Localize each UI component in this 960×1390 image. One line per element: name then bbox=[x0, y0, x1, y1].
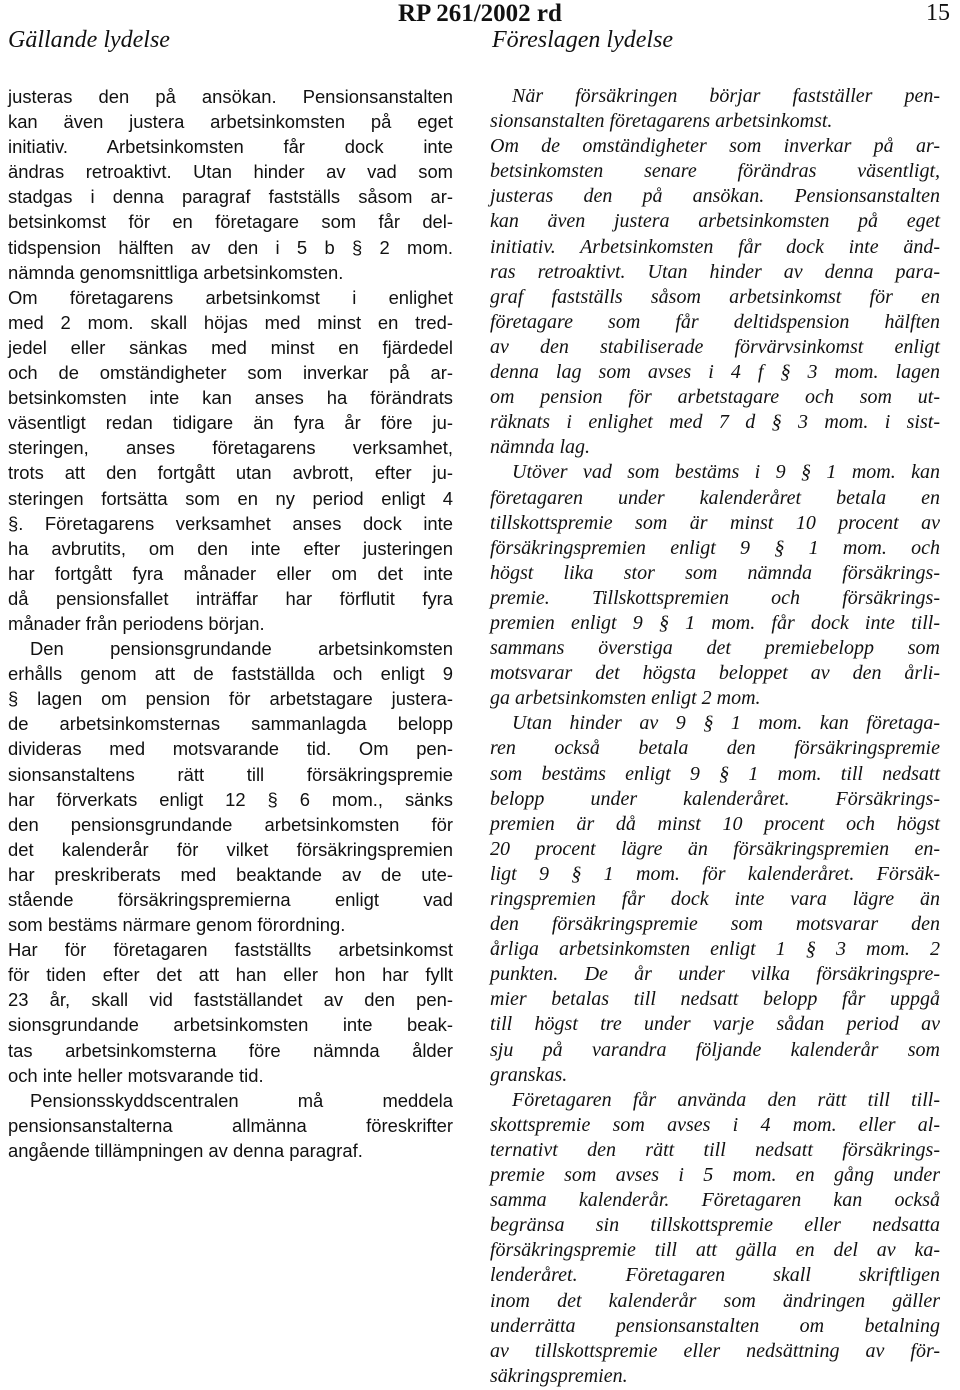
text-line: tidspension hälften av den i 5 b § 2 mom. bbox=[8, 236, 453, 258]
text-line: Pensionsskyddscentralen må meddela bbox=[30, 1089, 453, 1111]
text-line: tillskottspremie som är minst 10 procent av bbox=[490, 511, 940, 534]
text-line: justeras den på ansökan. Pensionsanstalten bbox=[490, 185, 940, 208]
text-line: har fortgått fyra månader eller om det inte bbox=[8, 562, 453, 584]
text-line: för tiden efter det att han eller hon har fyllt bbox=[8, 964, 453, 986]
proposed-wording-heading: Föreslagen lydelse bbox=[492, 27, 674, 53]
text-line: nämnda lag. bbox=[490, 436, 590, 459]
text-line: Utan hinder av 9 § 1 mom. kan företaga- bbox=[512, 712, 940, 735]
text-line: 20 procent lägre än försäkringspremien en- bbox=[490, 837, 940, 860]
text-line: har förverkats enligt 12 § 6 mom., sänks bbox=[8, 788, 453, 810]
text-line: ga arbetsinkomsten enligt 2 mom. bbox=[490, 687, 761, 710]
text-line: betsinkomsten inte kan anses ha förändrats bbox=[8, 387, 453, 409]
text-line: premie. Tillskottspremien och försäkrings- bbox=[490, 586, 940, 609]
text-line: ras retroaktivt. Utan hinder av denna para- bbox=[490, 260, 940, 283]
text-line: betsinkomst för en företagare som får del- bbox=[8, 211, 453, 233]
text-line: har preskriberats med beaktande av de ute- bbox=[8, 863, 453, 885]
text-line: premien är då minst 10 procent och högst bbox=[490, 812, 940, 835]
text-line: mier betalas till nedsatt belopp får uppgå bbox=[490, 988, 940, 1011]
document-reference: RP 261/2002 rd bbox=[398, 0, 562, 27]
text-line: När försäkringen börjar fastställer pen- bbox=[512, 85, 940, 107]
text-line: sionsanstalten företagarens arbetsinkomst. bbox=[490, 110, 833, 133]
text-line: till högst tre under varje sådan period av bbox=[490, 1013, 940, 1036]
text-line: lenderåret. Företagaren skall skriftligen bbox=[490, 1264, 940, 1287]
text-line: och inte heller motsvarande tid. bbox=[8, 1064, 264, 1086]
text-line: Den pensionsgrundande arbetsinkomsten bbox=[30, 638, 453, 660]
text-line: granskas. bbox=[490, 1063, 568, 1086]
text-line: § lagen om pension för arbetstagare justera- bbox=[8, 688, 453, 710]
text-line: punkten. De år under vilka försäkringspre- bbox=[490, 963, 940, 986]
current-wording-heading: Gällande lydelse bbox=[8, 27, 170, 53]
text-line: Om företagarens arbetsinkomst i enlighet bbox=[8, 286, 453, 308]
text-line: samma kalenderår. Företagaren kan också bbox=[490, 1189, 940, 1212]
text-line: trots att den fortgått utan avbrott, efter ju- bbox=[8, 462, 453, 484]
text-line: steringen fortsätta som en ny period enligt 4 bbox=[8, 487, 453, 509]
text-line: företagare som får deltidspension hälften bbox=[490, 310, 940, 333]
text-line: den försäkringspremie som motsvarar den bbox=[490, 913, 940, 936]
text-line: premien enligt 9 § 1 mom. får dock inte till- bbox=[490, 611, 940, 634]
text-line: initiativ. Arbetsinkomsten får dock inte änd- bbox=[490, 235, 940, 258]
text-line: nämnda genomsnittliga arbetsinkomsten. bbox=[8, 261, 344, 283]
text-line: det kalenderår för vilket försäkringspremien bbox=[8, 838, 453, 860]
text-line: denna lag som avses i 4 f § 3 mom. lagen bbox=[490, 361, 940, 384]
text-line: sionsanstaltens rätt till försäkringspremie bbox=[8, 763, 453, 785]
text-line: sionsgrundande arbetsinkomsten inte beak- bbox=[8, 1014, 453, 1036]
text-line: stående försäkringspremierna enligt vad bbox=[8, 889, 453, 910]
text-line: ringspremien får dock inte vara lägre än bbox=[490, 888, 940, 910]
text-line: av den stabiliserade förvärvsinkomst enligt bbox=[490, 335, 940, 358]
text-line: stadgas i denna paragraf fastställs såsom ar- bbox=[8, 186, 453, 208]
text-line: försäkringspremie till att gälla en del av ka- bbox=[490, 1239, 940, 1262]
page-number: 15 bbox=[926, 0, 950, 26]
text-line: försäkringspremien enligt 9 § 1 mom. och bbox=[490, 536, 940, 559]
text-line: kan även justera arbetsinkomsten på eget bbox=[490, 210, 940, 233]
text-line: inom det kalenderår som ändringen gäller bbox=[490, 1289, 940, 1312]
text-line: av tillskottspremie eller nedsättning av för- bbox=[490, 1339, 940, 1362]
text-line: ternativt den rätt till nedsatt försäkrings- bbox=[490, 1138, 940, 1161]
text-line: skottspremie som avses i 4 mom. eller al- bbox=[490, 1113, 940, 1136]
text-line: divideras med motsvarande tid. Om pen- bbox=[8, 738, 453, 760]
text-line: med 2 mom. skall höjas med minst en tred- bbox=[8, 311, 453, 333]
text-line: ändras retroaktivt. Utan hinder av vad som bbox=[8, 161, 453, 183]
text-line: väsentligt redan tidigare än fyra år före ju- bbox=[8, 412, 453, 434]
text-line: motsvarar det högsta beloppet av den årli- bbox=[490, 662, 940, 685]
text-line: belopp under kalenderåret. Försäkrings- bbox=[490, 787, 940, 810]
text-line: pensionsanstalterna allmänna föreskrifter bbox=[8, 1114, 453, 1136]
text-line: högst lika stor som nämnda försäkrings- bbox=[490, 561, 940, 584]
text-line: de arbetsinkomsternas sammanlagda belopp bbox=[8, 713, 453, 735]
text-line: jedel eller sänkas med minst en fjärdedel bbox=[8, 336, 453, 358]
text-line: Har för företagaren fastställts arbetsinkomst bbox=[8, 939, 453, 961]
text-line: månader från periodens början. bbox=[8, 612, 265, 634]
text-line: erhålls genom att de fastställda och enligt 9 bbox=[8, 663, 453, 685]
text-line: om pension för arbetstagare och som ut- bbox=[490, 386, 940, 409]
text-line: Om de omständigheter som inverkar på ar- bbox=[490, 135, 940, 158]
text-line: underrätta pensionsanstalten om betalning bbox=[490, 1314, 940, 1337]
text-line: säkringspremien. bbox=[490, 1364, 628, 1387]
proposed-wording-column bbox=[490, 84, 940, 1389]
text-line: kan även justera arbetsinkomsten på eget bbox=[8, 111, 453, 133]
text-line: initiativ. Arbetsinkomsten får dock inte bbox=[8, 136, 453, 158]
page-header bbox=[0, 0, 960, 60]
text-line: den pensionsgrundande arbetsinkomsten för bbox=[8, 813, 453, 835]
text-line: tas arbetsinkomsterna före nämnda ålder bbox=[8, 1039, 453, 1061]
text-line: då pensionsfallet inträffar har förflutit fyra bbox=[8, 587, 453, 609]
text-line: steringen, anses företagarens verksamhet, bbox=[8, 437, 453, 459]
text-line: ren också betala den försäkringspremie bbox=[490, 737, 940, 760]
text-line: räknats i enlighet med 7 d § 3 mom. i sist- bbox=[490, 411, 940, 434]
text-line: årliga arbetsinkomsten enligt 1 § 3 mom. 2 bbox=[490, 938, 940, 961]
text-line: justeras den på ansökan. Pensionsanstalten bbox=[8, 86, 453, 107]
text-line: som bestäms närmare genom förordning. bbox=[8, 914, 346, 936]
text-line: ha avbrutits, om den inte efter justeringen bbox=[8, 537, 453, 559]
text-line: företagaren under kalenderåret betala en bbox=[490, 486, 940, 509]
text-line: och de omständigheter som inverkar på ar- bbox=[8, 362, 453, 384]
text-line: premie som avses i 5 mom. en gång under bbox=[490, 1164, 940, 1187]
text-line: ligt 9 § 1 mom. för kalenderåret. Försäk- bbox=[490, 862, 940, 885]
text-line: Företagaren får använda den rätt till till- bbox=[512, 1088, 940, 1111]
text-line: 23 år, skall vid fastställandet av den pen- bbox=[8, 989, 453, 1011]
text-line: som bestäms enligt 9 § 1 mom. till nedsatt bbox=[490, 762, 940, 785]
text-line: betsinkomsten senare förändras väsentligt, bbox=[490, 160, 940, 183]
text-line: sju på varandra följande kalenderår som bbox=[490, 1038, 940, 1061]
text-line: begränsa sin tillskottspremie eller nedsatta bbox=[490, 1214, 940, 1237]
text-line: graf fastställs såsom arbetsinkomst för en bbox=[490, 285, 940, 308]
text-line: §. Företagarens verksamhet anses dock inte bbox=[8, 512, 453, 534]
text-line: angående tillämpningen av denna paragraf. bbox=[8, 1139, 363, 1161]
current-wording-column bbox=[8, 84, 453, 1163]
text-line: sammans överstiga det premiebelopp som bbox=[490, 637, 940, 660]
text-line: Utöver vad som bestäms i 9 § 1 mom. kan bbox=[512, 461, 940, 484]
